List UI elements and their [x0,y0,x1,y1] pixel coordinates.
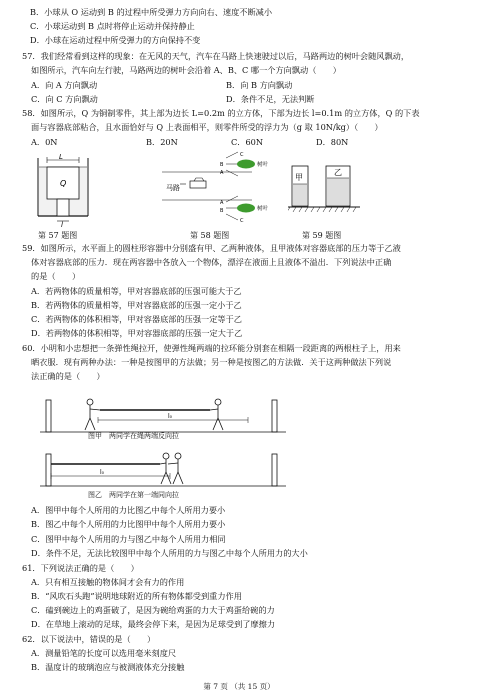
q62-stem: 62．以下说法中，错误的是（ ） [22,634,156,644]
q57-option-d: D．条件不足，无法判断 [226,94,315,104]
figure-60-yi-caption: 图乙 两同学在第一端同向拉 [88,491,179,499]
leaf-icon [237,160,255,169]
post-icon [46,454,51,486]
q59-stem-line3: 的是（ ） [31,271,81,281]
q57-option-b: B．向 B 方向飘动 [226,80,293,90]
person-icon [210,399,223,430]
figure-57-caption: 第 57 题图 [38,231,78,240]
q56-option-d: D．小球在运动过程中所受弹力的方向保持不变 [30,35,201,45]
q57-option-a: A．向 A 方向飘动 [31,80,98,90]
q61-option-b: B．“风吹石头跑”说明地球附近的所有物体都受到重力作用 [31,591,242,601]
figure-58-label-b-bottom: B [220,208,224,214]
figure-57-label-Q: Q [60,179,67,188]
person-icon [168,453,183,484]
q59-stem-line1: 59．如图所示，水平面上的圆柱形容器中分别盛有甲、乙两种液体，且甲液体对容器底部的压力等于乙液 [22,243,401,253]
q59-option-a: A．若两物体的质量相等，甲对容器底部的压强可能大于乙 [31,286,242,296]
q56-option-b: B．小球从 O 运动到 B 的过程中所受弹力方向向右、速度不断减小 [30,7,273,17]
figure-58-label-c-bottom: C [240,218,244,222]
q58-option-a: A．0N [31,137,58,147]
figure-58-label-b-top: B [220,162,224,168]
post-icon [272,454,277,486]
page-footer: 第 7 页 （共 15 页） [203,682,275,691]
figure-58-leaf-label-bottom: 树叶 [257,206,269,212]
figure-57-label-L: L [59,153,63,161]
q61-option-d: D．在草地上滚动的足球，最终会停下来，是因为足球受到了摩擦力 [31,619,276,629]
car-icon [190,181,206,188]
q62-option-b: B．温度计的玻璃泡应与被测液体充分接触 [31,662,185,672]
figure-58-leaf-label-top: 树叶 [257,162,269,168]
person-icon [85,399,100,430]
figure-60-jia-caption: 图甲 两同学在绳两端反向拉 [88,432,179,440]
figure-58-road-diagram [160,150,272,222]
figure-60-yi-l0: l₀ [100,469,105,476]
q62-option-a: A．测量铅笔的长度可以选用毫米刻度尺 [31,648,177,658]
q56-option-c: C．小球运动到 B 点时将停止运动并保持静止 [30,21,195,31]
figure-58-label-c-top: C [240,152,244,158]
q57-stem-line1: 57．我们经常看到这样的现象：在无风的天气，汽车在马路上快速驶过以后，马路两边的树叶会随风飘动， [22,51,410,61]
figure-59-containers-diagram [288,160,364,220]
q61-option-a: A．只有相互接触的物体间才会有力的作用 [31,577,185,587]
figure-58-road-label: 马路 [166,184,180,192]
figure-57-label-l: l [61,221,63,228]
figure-60-jia-l0: l₀ [168,413,173,420]
q61-stem: 61．下列说法正确的是（ ） [22,563,139,573]
figure-59-label-yi: 乙 [334,168,342,177]
q59-option-b: B．若两物体的质量相等，甲对容器底部的压强一定小于乙 [31,300,242,310]
q58-option-c: C．60N [231,137,264,147]
figure-57-container-diagram [32,150,94,228]
figure-58-label-a-top: A [220,170,224,176]
post-icon [46,400,51,432]
leaf-icon [237,204,255,213]
q58-option-b: B．20N [146,137,178,147]
q59-stem-line2: 体对容器底部的压力．现在两容器中各放入一个物体，漂浮在液面上且液体不溢出．下列说法中正确 [31,257,392,267]
q57-option-c: C．向 C 方向飘动 [31,94,98,104]
figure-58-label-a-bottom: A [220,200,224,206]
q57-stem-line2: 如图所示，汽车向左行驶，马路两边的树叶会沿着 A、B、C 哪一个方向飘动（ ） [31,65,341,75]
figure-58-caption: 第 58 题图 [190,231,230,240]
q61-option-c: C．磕到碗边上的鸡蛋破了，是因为碗给鸡蛋的力大于鸡蛋给碗的力 [31,605,275,615]
figure-59-label-jia: 甲 [295,173,303,182]
q60-stem-line1: 60．小明和小忠想把一条弹性绳拉开，使弹性绳两端的拉环能分别套在相隔一段距离的两根柱子上，用来 [22,343,401,353]
q59-option-d: D．若两物体的体积相等，甲对容器底部的压强一定大于乙 [31,328,243,338]
q59-option-c: C．若两物体的体积相等，甲对容器底部的压强一定等于乙 [31,314,242,324]
q60-option-c: C．图甲中每个人所用的力与图乙中每个人所用力相同 [31,534,226,544]
q58-stem-line2: 面与容器底部粘合，且水面恰好与 Q 上表面相平，则零件所受的浮力为（g 取 10N/kg）（ ） [31,122,383,132]
person-icon [160,453,171,484]
q60-option-a: A．图甲中每个人所用的力比图乙中每个人所用力要小 [31,505,226,515]
q60-stem-line3: 法正确的是（ ） [31,371,105,381]
q58-option-d: D．80N [316,137,349,147]
q60-option-b: B．图乙中每个人所用的力比图甲中每个人所用力要小 [31,519,226,529]
post-icon [272,400,277,432]
q60-stem-line2: 晒衣服．现有两种办法：一种是按图甲的方法做；另一种是按图乙的方法做．关于这两种做法下列说 [31,357,392,367]
q60-option-d: D．条件不足，无法比较图甲中每个人所用的力与图乙中每个人所用力的大小 [31,548,308,558]
q58-stem-line1: 58．如图所示，Q 为铜制零件，其上部为边长 L=0.2m 的立方体，下部为边长 l=0.1m 的立方体，Q 的下表 [22,108,420,118]
figure-59-caption: 第 59 题图 [302,231,342,240]
